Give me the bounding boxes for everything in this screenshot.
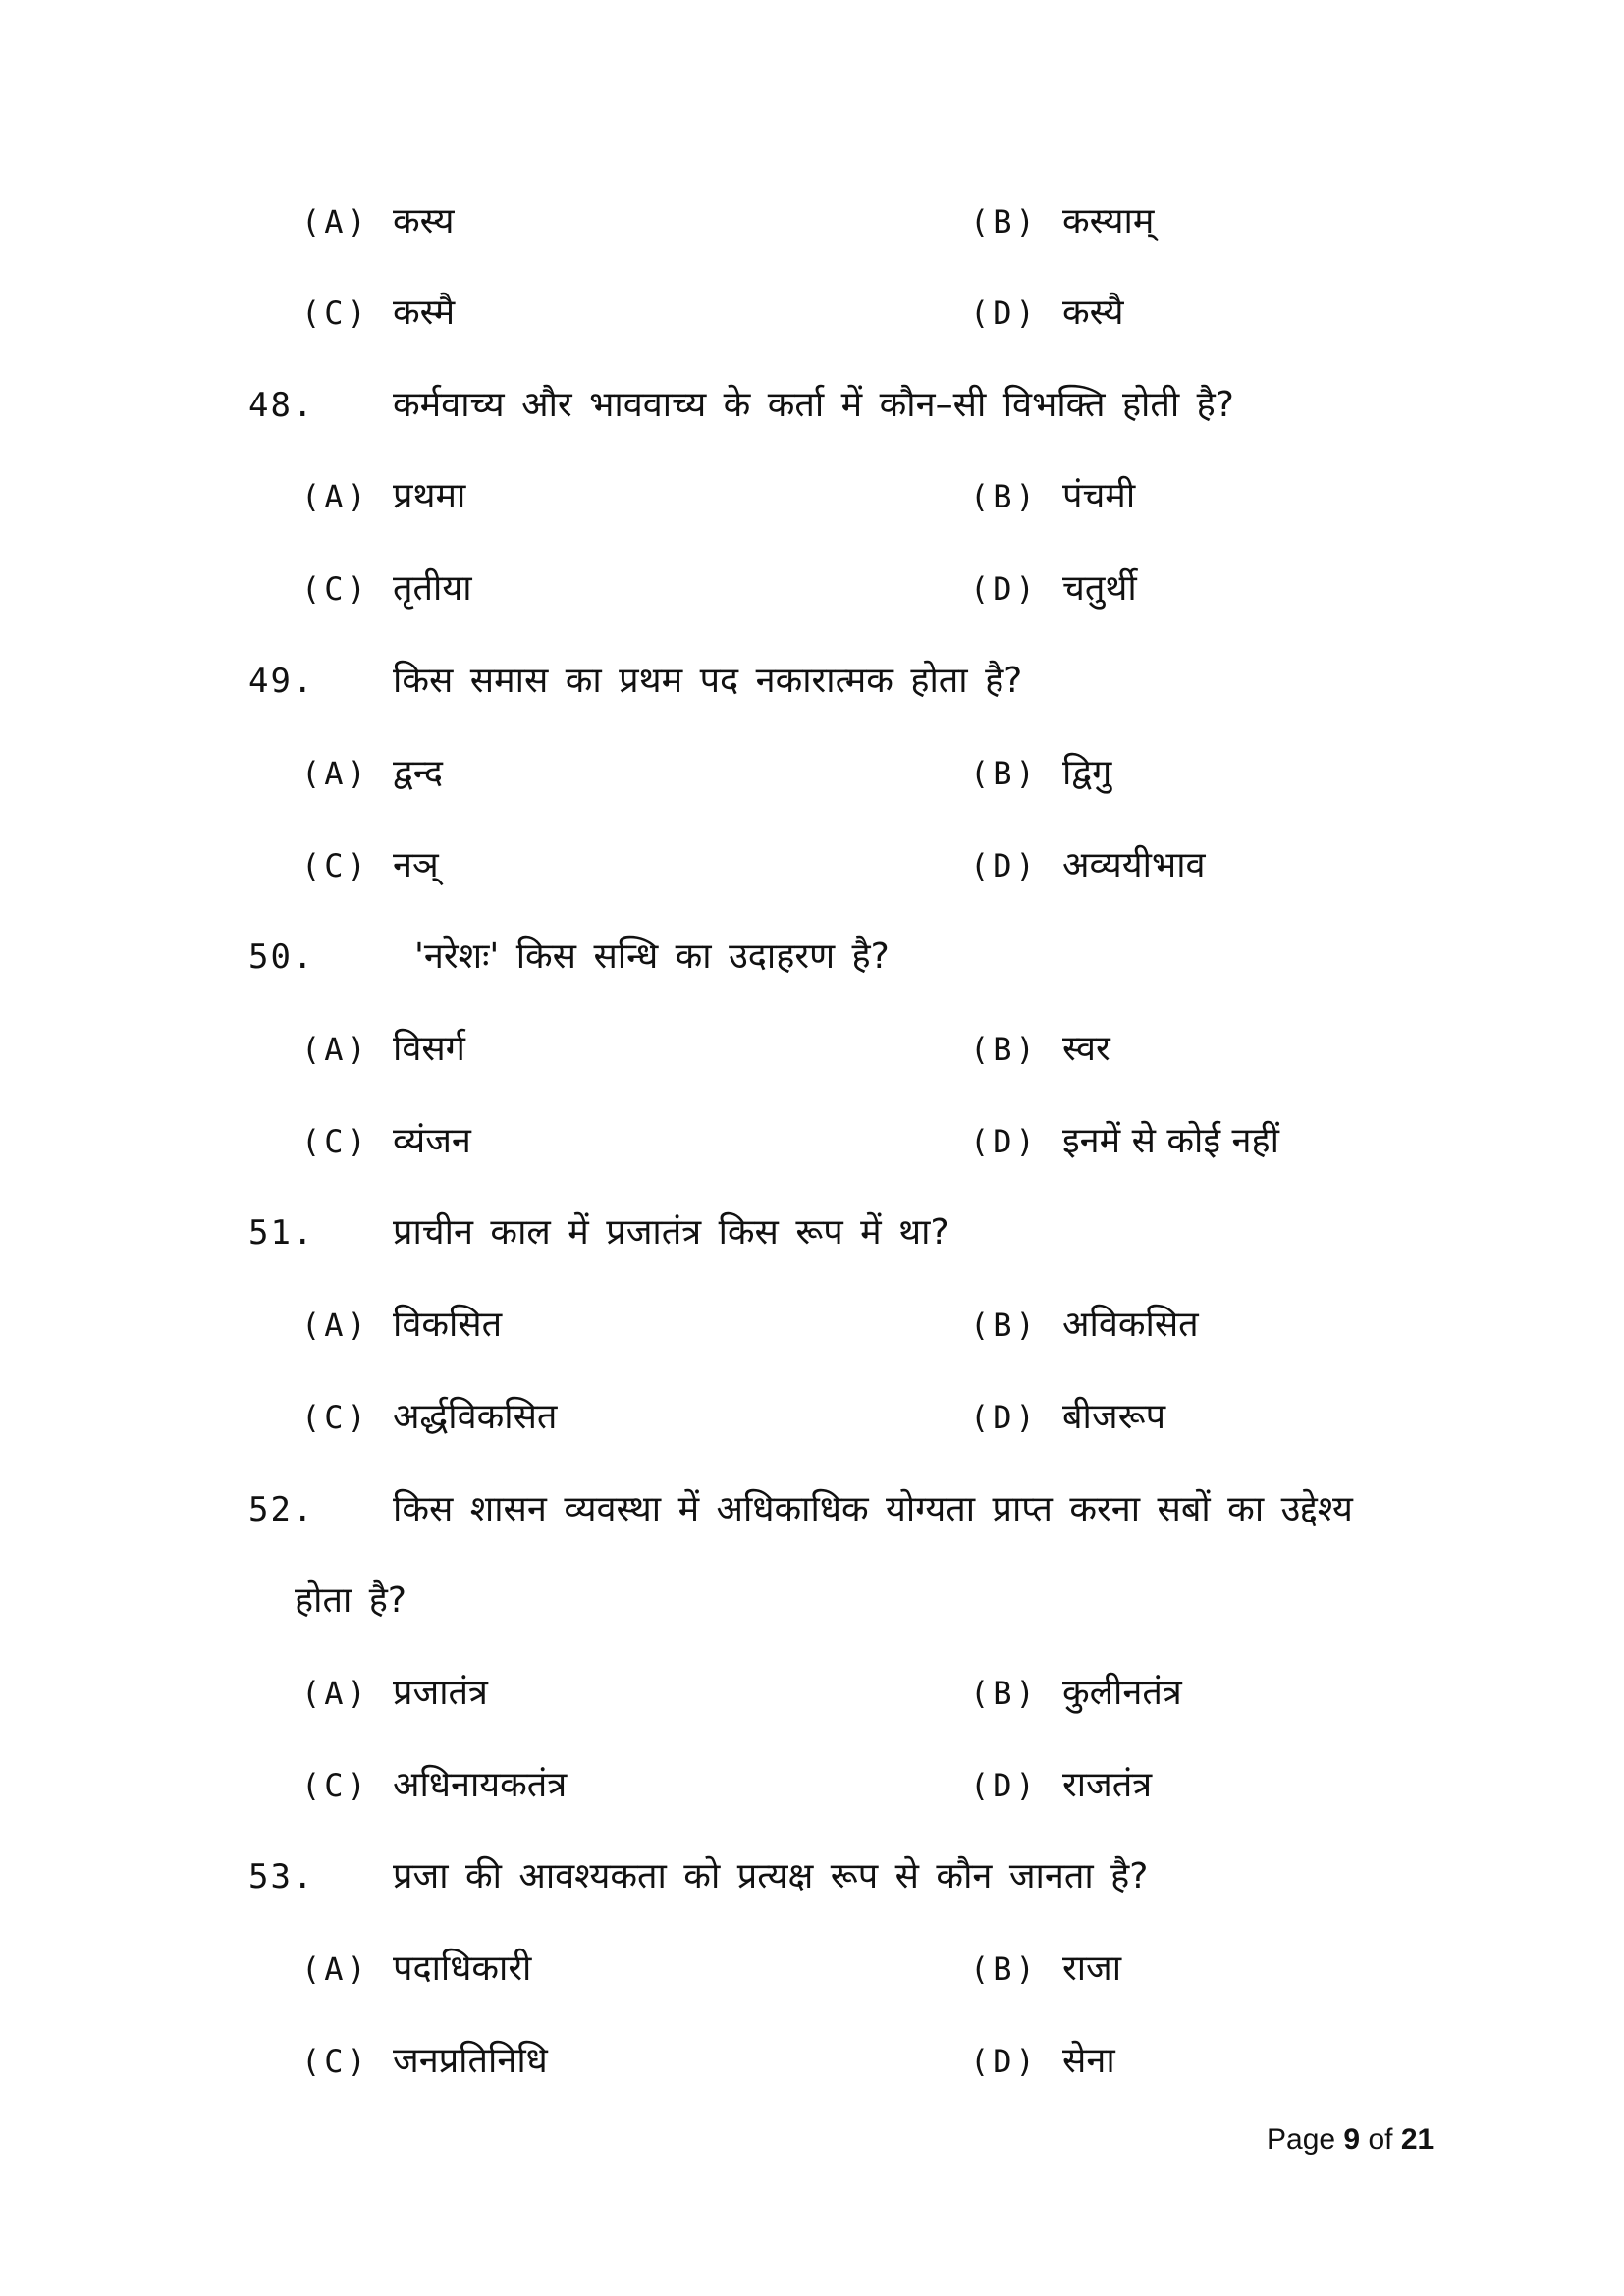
option-row [0, 1112, 1624, 1171]
option-text: प्रथमा [393, 476, 466, 516]
option-text: कस्याम् [1062, 201, 1155, 241]
option-row [0, 2032, 1624, 2091]
option-row [0, 836, 1624, 895]
option-letter: (B) [970, 203, 1039, 240]
question-text: प्राचीन काल में प्रजातंत्र किस रूप में था? [393, 1212, 949, 1253]
question-row [0, 1847, 1624, 1906]
option-text: तृतीया [393, 568, 472, 609]
option-letter: (B) [970, 755, 1039, 792]
question-row [0, 376, 1624, 435]
footer-current-page: 9 [1343, 2123, 1361, 2156]
option-letter: (D) [970, 1123, 1039, 1160]
footer-of-word: of [1368, 2123, 1393, 2156]
option-text: प्रजातंत्र [393, 1673, 488, 1713]
option-letter: (C) [301, 1123, 370, 1160]
option-text: अव्ययीभाव [1062, 845, 1206, 885]
option-row [0, 1664, 1624, 1723]
question-row [0, 1480, 1624, 1539]
option-letter: (D) [970, 570, 1039, 608]
option-letter: (C) [301, 2043, 370, 2080]
option-letter: (B) [970, 1950, 1039, 1988]
question-row [0, 652, 1624, 711]
question-number: 50. [248, 937, 315, 977]
option-letter: (C) [301, 1767, 370, 1804]
option-text: द्विगु [1062, 753, 1112, 793]
option-letter: (B) [970, 1031, 1039, 1068]
option-letter: (C) [301, 847, 370, 884]
option-text: द्वन्द [393, 753, 443, 793]
question-number: 51. [248, 1213, 315, 1253]
option-text: अर्द्धविकसित [393, 1397, 558, 1437]
option-letter: (D) [970, 847, 1039, 884]
option-letter: (B) [970, 1675, 1039, 1712]
option-text: कस्य [393, 201, 455, 241]
option-letter: (A) [301, 1031, 370, 1068]
question-number: 53. [248, 1857, 315, 1896]
option-row [0, 284, 1624, 343]
option-text: इनमें से कोई नहीं [1062, 1121, 1279, 1161]
option-text: कस्मै [393, 293, 456, 333]
option-text: अविकसित [1062, 1305, 1199, 1345]
option-letter: (C) [301, 1399, 370, 1436]
option-row [0, 744, 1624, 803]
question-text: किस शासन व्यवस्था में अधिकाधिक योग्यता प्राप्त करना सबों का उद्देश्य [393, 1489, 1353, 1529]
question-row [0, 1203, 1624, 1262]
page-number-footer [1267, 2118, 1434, 2162]
option-text: कस्यै [1062, 293, 1124, 333]
option-letter: (D) [970, 1767, 1039, 1804]
option-row [0, 1756, 1624, 1815]
option-text: अधिनायकतंत्र [393, 1765, 568, 1805]
option-row [0, 1388, 1624, 1447]
option-letter: (A) [301, 1950, 370, 1988]
question-text: किस समास का प्रथम पद नकारात्मक होता है? [393, 661, 1023, 701]
option-text: जनप्रतिनिधि [393, 2041, 548, 2081]
question-continuation-row [0, 1572, 1624, 1630]
question-row [0, 928, 1624, 987]
option-row [0, 467, 1624, 526]
option-text: नञ् [393, 845, 439, 885]
footer-total-pages: 21 [1400, 2123, 1435, 2156]
question-number: 48. [248, 386, 315, 425]
question-text: प्रजा की आवश्यकता को प्रत्यक्ष रूप से कौन जानता है? [393, 1856, 1149, 1896]
option-letter: (D) [970, 1399, 1039, 1436]
option-text: पंचमी [1062, 476, 1136, 516]
option-letter: (C) [301, 570, 370, 608]
question-text-continuation: होता है? [295, 1580, 406, 1621]
option-text: पदाधिकारी [393, 1949, 532, 1989]
option-text: विकसित [393, 1305, 503, 1345]
question-number: 49. [248, 662, 315, 701]
option-letter: (C) [301, 294, 370, 332]
option-text: राजतंत्र [1062, 1765, 1153, 1805]
option-row [0, 1020, 1624, 1079]
footer-page-word: Page [1267, 2123, 1336, 2156]
option-letter: (A) [301, 1675, 370, 1712]
option-text: सेना [1062, 2041, 1115, 2081]
question-number: 52. [248, 1490, 315, 1529]
option-letter: (D) [970, 2043, 1039, 2080]
option-row [0, 1940, 1624, 1999]
option-text: चतुर्थी [1062, 568, 1137, 609]
option-letter: (B) [970, 478, 1039, 515]
option-text: विसर्ग [393, 1029, 465, 1069]
option-text: व्यंजन [393, 1121, 471, 1161]
question-text: 'नरेशः' किस सन्धि का उदाहरण है? [414, 936, 890, 977]
option-text: राजा [1062, 1949, 1122, 1989]
option-text: बीजरूप [1062, 1397, 1166, 1437]
option-row [0, 192, 1624, 251]
option-letter: (A) [301, 478, 370, 515]
option-letter: (A) [301, 755, 370, 792]
option-letter: (A) [301, 1307, 370, 1344]
option-row [0, 560, 1624, 618]
option-text: कुलीनतंत्र [1062, 1673, 1182, 1713]
option-letter: (A) [301, 203, 370, 240]
option-letter: (D) [970, 294, 1039, 332]
option-letter: (B) [970, 1307, 1039, 1344]
option-row [0, 1296, 1624, 1355]
question-text: कर्मवाच्य और भाववाच्य के कर्ता में कौन–सी विभक्ति होती है? [393, 385, 1234, 425]
option-text: स्वर [1062, 1029, 1110, 1069]
